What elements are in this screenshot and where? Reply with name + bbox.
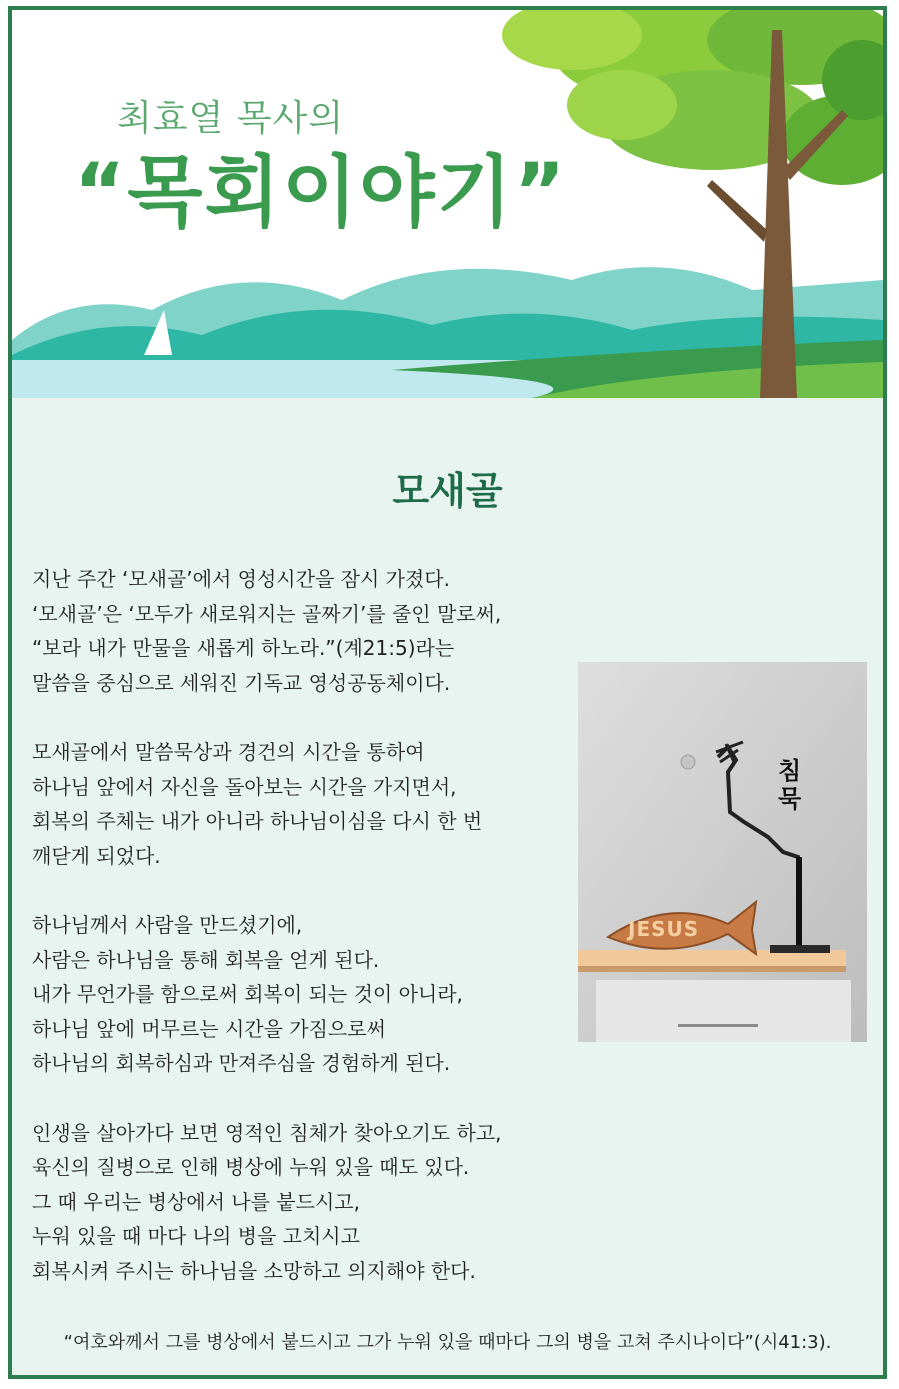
- text-line: 말씀을 중심으로 세워진 기독교 영성공동체이다.: [32, 670, 451, 695]
- text-line: “보라 내가 만물을 새롭게 하노라.”(계21:5)라는: [32, 636, 455, 661]
- sign-text: 침묵: [778, 757, 802, 813]
- open-quote: “: [74, 148, 128, 238]
- text-line: 하나님의 회복하심과 만져주심을 경험하게 된다.: [32, 1051, 451, 1076]
- text-line: 사람은 하나님을 통해 회복을 얻게 된다.: [32, 947, 380, 972]
- text-line: 누워 있을 때 마다 나의 병을 고치시고: [32, 1224, 360, 1249]
- paragraph: [32, 1116, 572, 1289]
- banner-subtitle: 최효열 목사의: [117, 98, 345, 139]
- text-line: 회복시켜 주시는 하나님을 소망하고 의지해야 한다.: [32, 1258, 476, 1283]
- text-line: 지난 주간 ‘모새골’에서 영성시간을 잠시 가졌다.: [32, 567, 450, 591]
- article-title: 모새골: [392, 469, 503, 513]
- bible-verse: “여호와께서 그를 병상에서 붙드시고 그가 누워 있을 때마다 그의 병을 고쳐 주시나이다”(시41:3).: [63, 1332, 832, 1353]
- article-photo: [578, 662, 867, 1042]
- paragraph: [32, 735, 572, 873]
- text-line: 하나님 앞에서 자신을 돌아보는 시간을 가지면서,: [32, 774, 457, 799]
- text-line: 그 때 우리는 병상에서 나를 붙드시고,: [32, 1189, 360, 1214]
- text-line: 회복의 주체는 내가 아니라 하나님이심을 다시 한 번: [32, 809, 483, 834]
- text-line: 육신의 질병으로 인해 병상에 누워 있을 때도 있다.: [32, 1155, 470, 1180]
- text-line: 하나님 앞에 머무르는 시간을 가짐으로써: [32, 1016, 386, 1041]
- paragraph: [32, 562, 572, 700]
- text-line: 인생을 살아가다 보면 영적인 침체가 찾아오기도 하고,: [32, 1120, 502, 1145]
- text-line: 깨닫게 되었다.: [32, 843, 161, 868]
- paragraph: [32, 908, 572, 1081]
- close-quote: ”: [514, 148, 568, 238]
- text-line: 하나님께서 사람을 만드셨기에,: [32, 912, 303, 937]
- text-line: 모새골에서 말씀묵상과 경건의 시간을 통하여: [32, 739, 425, 764]
- article-body: [32, 562, 572, 1323]
- banner-title: [74, 130, 567, 242]
- page-frame: [8, 6, 887, 1379]
- header-banner: [12, 10, 883, 398]
- fish-text: JESUS: [628, 917, 700, 941]
- banner-title-text: 목회이야기: [127, 148, 515, 238]
- text-line: ‘모새골’은 ‘모두가 새로워지는 골짜기’를 줄인 말로써,: [32, 601, 502, 626]
- text-line: 내가 무언가를 함으로써 회복이 되는 것이 아니라,: [32, 982, 463, 1007]
